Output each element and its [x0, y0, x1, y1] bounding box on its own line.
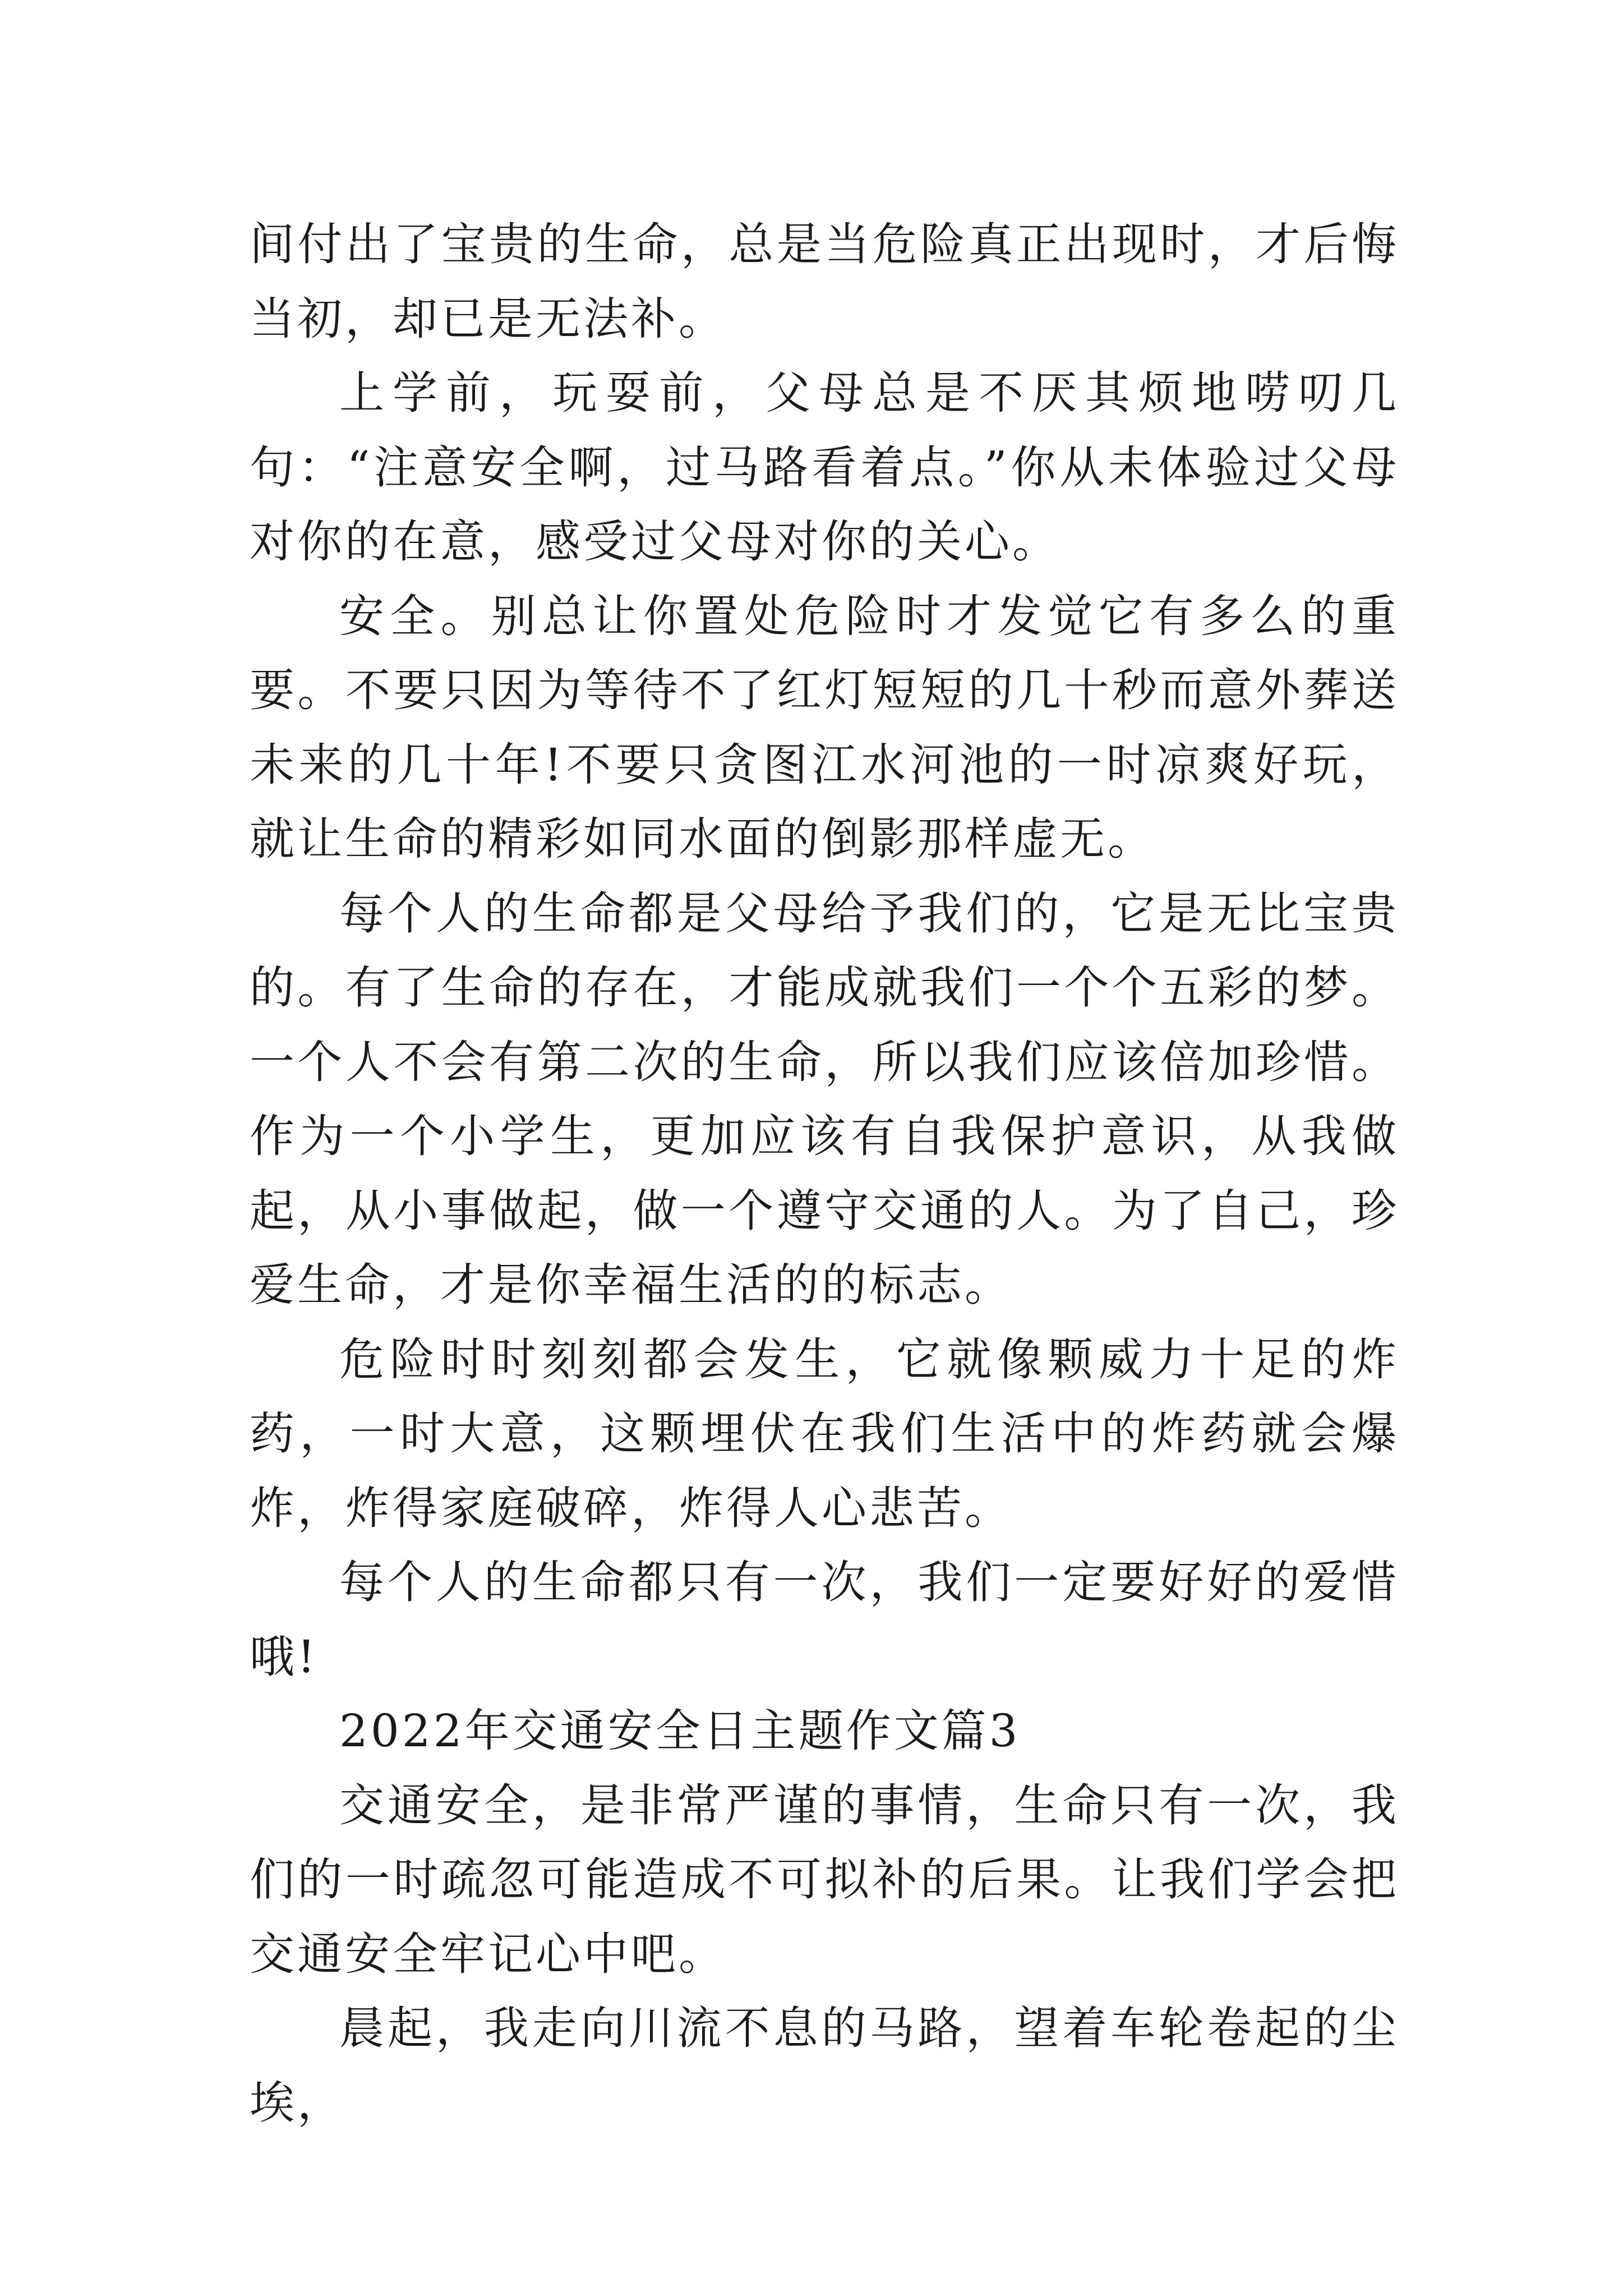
paragraph-2: 上学前，玩耍前，父母总是不厌其烦地唠叨几句：“注意安全啊，过马路看着点。”你从未体验过父母对你的在意，感受过父母对你的关心。	[250, 367, 1399, 568]
document-body	[250, 208, 1399, 2140]
paragraph-8: 晨起，我走向川流不息的马路，望着车轮卷起的尘埃，	[250, 2002, 1399, 2129]
paragraph-5: 危险时时刻刻都会发生，它就像颗威力十足的炸药，一时大意，这颗埋伏在我们生活中的炸药就会爆炸，炸得家庭破碎，炸得人心悲苦。	[250, 1333, 1399, 1534]
paragraph-1: 间付出了宝贵的生命，总是当危险真正出现时，才后悔当初，却已是无法补。	[250, 218, 1399, 345]
paragraph-3: 安全。别总让你置处危险时才发觉它有多么的重要。不要只因为等待不了红灯短短的几十秒而意外葬送未来的几十年!不要只贪图江水河池的一时凉爽好玩，就让生命的精彩如同水面的倒影那样虚无。	[250, 590, 1399, 865]
paragraph-6: 每个人的生命都只有一次，我们一定要好好的爱惜哦!	[250, 1556, 1399, 1683]
paragraph-7: 交通安全，是非常严谨的事情，生命只有一次，我们的一时疏忽可能造成不可拟补的后果。让我们学会把交通安全牢记心中吧。	[250, 1779, 1399, 1980]
paragraph-4: 每个人的生命都是父母给予我们的，它是无比宝贵的。有了生命的存在，才能成就我们一个个五彩的梦。一个人不会有第二次的生命，所以我们应该倍加珍惜。作为一个小学生，更加应该有自我保护意识，从我做起，从小事做起，做一个遵守交通的人。为了自己，珍爱生命，才是你幸福生活的的标志。	[250, 887, 1399, 1311]
section-heading: 2022年交通安全日主题作文篇3	[339, 1705, 1021, 1757]
